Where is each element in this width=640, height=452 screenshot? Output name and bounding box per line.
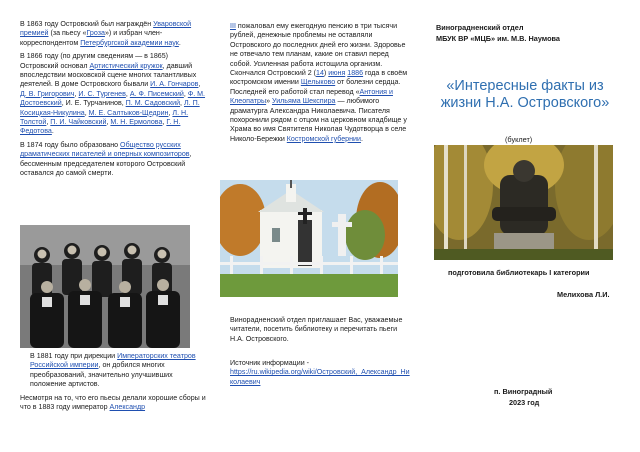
church-photo-art xyxy=(220,180,398,297)
text: , xyxy=(106,118,111,127)
link-shakespeare[interactable]: Уильяма Шекспира xyxy=(272,97,336,106)
text: пожаловал ему ежегодную пенсию в три тысячи рублей, денежные проблемы не оставляли Островского до последних дней его жизни. Здоровье не отвечало тем планам, какие он ставил перед собой. Усиленная работа истощила организм. Скончался Островский 2 ( xyxy=(230,22,406,78)
link-alexander-iii[interactable]: III xyxy=(230,22,236,30)
paragraph-death xyxy=(230,22,410,144)
link-alexander[interactable]: Александр xyxy=(109,403,146,412)
link-society[interactable]: Общество русских драматических писателей и оперных композиторов xyxy=(20,140,190,159)
link-goncharov[interactable]: И. А. Гончаров xyxy=(150,80,199,89)
column-1 xyxy=(20,20,208,183)
text: , xyxy=(198,80,201,89)
text: , xyxy=(84,108,89,117)
link-june[interactable]: июня xyxy=(328,69,346,78)
link-ermolova[interactable]: М. Н. Ермолова xyxy=(110,118,163,127)
group-photo-art xyxy=(20,225,190,348)
link-tolstoy[interactable]: Л. Н. Толстой xyxy=(20,108,189,127)
text: , xyxy=(125,89,130,98)
text: (за пьесу « xyxy=(48,29,87,38)
invitation xyxy=(230,316,410,348)
link-uvarov-prize[interactable]: Уваровской премией xyxy=(20,20,192,38)
text: ») и избран член-корреспондентом xyxy=(20,29,163,47)
link-grigorovich[interactable]: Д. В. Григорович xyxy=(20,89,75,98)
place-name: п. Виноградный xyxy=(494,387,553,396)
text: , он добился многих преобразований, значительно улучшивших положение артистов. xyxy=(30,361,173,389)
source-link[interactable]: https://ru.wikipedia.org/wiki/Островский,_Александр_Николаевич xyxy=(230,368,410,386)
text: , давший впоследствии московской сцене многих талантливых деятелей. В доме Островского бывали xyxy=(20,61,197,89)
link-shchelykovo[interactable]: Щелыково xyxy=(300,78,336,87)
invitation-text: Винорадненский отдел приглашает Вас, уважаемые читатели, посетить библиотеку и перечитать пьеги Н.А. Островского. xyxy=(230,316,403,343)
text: , xyxy=(183,89,188,98)
source-label: Источник информации - xyxy=(230,359,310,367)
text: , xyxy=(46,118,51,127)
ostrovsky-monument-photo xyxy=(434,145,613,260)
link-dostoevsky[interactable]: Ф. М. Достоевский xyxy=(20,89,206,108)
year: 2023 год xyxy=(509,398,540,407)
org-line-1: Виноградненский отдел xyxy=(436,23,524,32)
text: . xyxy=(360,134,363,143)
text: Несмотря на то, что его пьесы делали хорошие сборы и что в 1883 году император xyxy=(20,394,206,412)
text: . xyxy=(178,38,181,47)
text: В 1881 году при дирекции xyxy=(30,352,118,360)
column-1-last xyxy=(20,394,208,417)
link-14[interactable]: 14 xyxy=(316,69,324,78)
link-artistic-circle[interactable]: Артистический кружок xyxy=(89,61,163,70)
text: , xyxy=(168,108,173,117)
link-pisemsky[interactable]: А. Ф. Писемский xyxy=(129,89,184,98)
link-kostroma[interactable]: Костромской губернии xyxy=(286,134,361,143)
link-imperial-theatres[interactable]: Императорских театров Российской империи xyxy=(30,352,196,370)
text: ) xyxy=(323,69,329,78)
link-tchaikovsky[interactable]: П. И. Чайковский xyxy=(50,118,107,127)
source-block xyxy=(230,359,410,387)
link-turgenev[interactable]: И. С. Тургенев xyxy=(78,89,126,98)
paragraph-1874 xyxy=(20,141,208,179)
link-1886[interactable]: 1886 xyxy=(347,69,364,78)
link-antony-cleopatra[interactable]: Антония и Клеопатры xyxy=(230,87,393,106)
author-name: Мелихова Л.И. xyxy=(557,290,610,299)
text: — любимого драматурга Александра Николаевича. Писателя похоронили рядом с отцом на церковном кладбище у Храма во имя Святителя Николая Чудотворца в селе Николо-Бережки xyxy=(230,97,407,143)
paragraph-1863 xyxy=(20,20,208,48)
text: » xyxy=(266,97,273,106)
church-grave-photo xyxy=(220,180,398,297)
link-academy[interactable]: Петербургской академии наук xyxy=(80,38,179,47)
link-sadovsky[interactable]: П. М. Садовский xyxy=(125,99,181,108)
link-saltykov[interactable]: М. Е. Салтыков-Щедрин xyxy=(88,108,169,117)
prepared-by: подготовила библиотекарь I категории xyxy=(448,268,590,277)
booklet-subtitle: (буклет) xyxy=(505,135,533,144)
paragraph-1883 xyxy=(20,394,208,413)
column-1-bottom xyxy=(30,352,208,394)
text: года в своём костромском имении xyxy=(230,69,408,87)
group-photo-writers xyxy=(20,225,190,348)
text: от болезни сердца. Последней его работой стал перевод « xyxy=(230,78,401,96)
text: , xyxy=(74,89,79,98)
text: . xyxy=(51,127,54,136)
column-2 xyxy=(230,22,410,148)
text: И. Е. Турчанинов, xyxy=(65,99,126,108)
org-line-2: МБУК ВР «МЦБ» им. М.В. Наумова xyxy=(436,34,560,43)
link-kositskaya[interactable]: Л. П. Косицкая-Никулина xyxy=(20,99,200,117)
text: , бессменным председателем которого Островский оставался до самой смерти. xyxy=(20,150,192,178)
text: , xyxy=(61,99,66,108)
text: В 1866 году (по другим сведениям — в 1865) Островский основал xyxy=(20,52,169,70)
link-fedotova[interactable]: Г. Н. Федотова xyxy=(20,118,181,136)
text: В 1863 году Островский был награждён xyxy=(20,20,154,28)
link-groza[interactable]: Гроза xyxy=(86,29,105,38)
text: В 1874 году было образовано xyxy=(20,140,121,149)
paragraph-1881 xyxy=(30,352,208,390)
monument-photo-art xyxy=(434,145,613,260)
paragraph-1866 xyxy=(20,52,208,137)
text: , xyxy=(180,99,184,108)
text: , xyxy=(162,118,167,127)
booklet-title: «Интересные факты из жизни Н.А. Островского» xyxy=(440,78,610,111)
